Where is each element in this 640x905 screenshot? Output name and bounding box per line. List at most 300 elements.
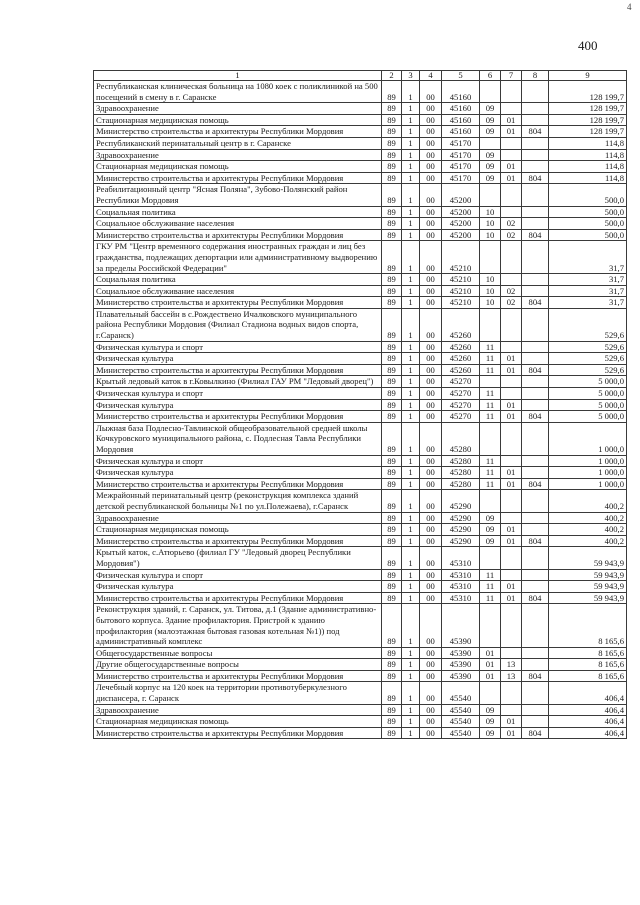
cell-target-code: 45310 [442,547,480,569]
cell-code-3: 00 [420,308,442,341]
cell-code-3: 00 [420,455,442,467]
cell-code-1: 89 [382,137,402,149]
table-header-row [94,71,627,81]
cell-code-2: 1 [402,727,420,739]
cell-code-3: 00 [420,172,442,184]
cell-code-1: 89 [382,81,402,103]
cell-code-2: 1 [402,137,420,149]
cell-amount: 406,4 [549,716,627,728]
cell-section [480,137,501,149]
cell-code-2: 1 [402,241,420,274]
cell-code-1: 89 [382,647,402,659]
cell-ministry-code [522,206,549,218]
cell-amount: 128 199,7 [549,81,627,103]
cell-code-3: 00 [420,274,442,286]
cell-target-code: 45290 [442,512,480,524]
item-name: Министерство строительства и архитектуры Республики Мордовия [94,172,382,184]
cell-ministry-code: 804 [522,126,549,138]
cell-ministry-code [522,308,549,341]
cell-code-1: 89 [382,467,402,479]
cell-ministry-code [522,218,549,230]
cell-target-code: 45210 [442,241,480,274]
cell-code-2: 1 [402,149,420,161]
cell-target-code: 45390 [442,659,480,671]
cell-code-3: 00 [420,581,442,593]
cell-target-code: 45270 [442,411,480,423]
cell-code-3: 00 [420,592,442,604]
cell-section [480,604,501,647]
table-row [94,704,627,716]
cell-section: 09 [480,172,501,184]
cell-subsection [501,103,522,115]
cell-code-3: 00 [420,81,442,103]
cell-code-2: 1 [402,455,420,467]
cell-code-1: 89 [382,490,402,512]
table-row [94,455,627,467]
cell-ministry-code [522,341,549,353]
item-name: Физическая культура и спорт [94,388,382,400]
cell-code-3: 00 [420,184,442,206]
cell-subsection [501,604,522,647]
item-name: Физическая культура [94,399,382,411]
cell-section [480,547,501,569]
cell-ministry-code [522,149,549,161]
cell-amount: 5 000,0 [549,411,627,423]
cell-target-code: 45290 [442,490,480,512]
cell-subsection [501,137,522,149]
cell-ministry-code [522,103,549,115]
cell-code-3: 00 [420,659,442,671]
cell-code-2: 1 [402,581,420,593]
table-row [94,149,627,161]
table-row [94,467,627,479]
item-name: Министерство строительства и архитектуры Республики Мордовия [94,670,382,682]
cell-amount: 8 165,6 [549,659,627,671]
cell-ministry-code: 804 [522,229,549,241]
cell-section: 11 [480,388,501,400]
cell-subsection: 01 [501,727,522,739]
item-name: Министерство строительства и архитектуры Республики Мордовия [94,592,382,604]
cell-target-code: 45160 [442,114,480,126]
cell-section: 11 [480,411,501,423]
table-row [94,604,627,647]
table-row [94,569,627,581]
cell-target-code: 45160 [442,103,480,115]
cell-target-code: 45170 [442,161,480,173]
cell-code-2: 1 [402,467,420,479]
cell-target-code: 45200 [442,229,480,241]
cell-section: 10 [480,206,501,218]
cell-subsection: 01 [501,467,522,479]
item-name: Стационарная медицинская помощь [94,114,382,126]
cell-code-1: 89 [382,241,402,274]
table-row [94,218,627,230]
cell-amount: 31,7 [549,241,627,274]
cell-code-2: 1 [402,647,420,659]
cell-target-code: 45290 [442,524,480,536]
cell-ministry-code [522,81,549,103]
item-name: Министерство строительства и архитектуры Республики Мордовия [94,297,382,309]
table-row [94,592,627,604]
cell-ministry-code [522,581,549,593]
item-name: Социальное обслуживание населения [94,285,382,297]
cell-code-1: 89 [382,161,402,173]
cell-amount: 500,0 [549,229,627,241]
cell-code-3: 00 [420,704,442,716]
cell-ministry-code [522,455,549,467]
cell-subsection: 01 [501,172,522,184]
cell-code-2: 1 [402,364,420,376]
cell-code-1: 89 [382,172,402,184]
cell-subsection: 01 [501,592,522,604]
cell-target-code: 45540 [442,727,480,739]
cell-code-3: 00 [420,682,442,704]
item-name: Физическая культура и спорт [94,341,382,353]
cell-amount: 128 199,7 [549,126,627,138]
item-name: Министерство строительства и архитектуры Республики Мордовия [94,727,382,739]
cell-target-code: 45170 [442,149,480,161]
cell-ministry-code [522,569,549,581]
cell-section: 09 [480,161,501,173]
cell-code-3: 00 [420,161,442,173]
cell-target-code: 45200 [442,218,480,230]
cell-amount: 400,2 [549,524,627,536]
item-name: Реконструкция зданий, г. Саранск, ул. Титова, д.1 (Здание административно-бытового корпуса. Здание профилактория. Пристрой к зданию профилактория (малоэтажная бытовая газовая котельная №1)) под административный комплекс [94,604,382,647]
cell-amount: 500,0 [549,206,627,218]
cell-ministry-code [522,547,549,569]
cell-amount: 406,4 [549,682,627,704]
cell-subsection: 01 [501,399,522,411]
cell-ministry-code [522,604,549,647]
cell-ministry-code [522,274,549,286]
table-row [94,422,627,455]
cell-subsection [501,241,522,274]
cell-target-code: 45270 [442,376,480,388]
cell-amount: 400,2 [549,490,627,512]
cell-code-3: 00 [420,411,442,423]
table-row [94,103,627,115]
cell-code-3: 00 [420,103,442,115]
cell-amount: 31,7 [549,297,627,309]
cell-code-3: 00 [420,206,442,218]
item-name: Физическая культура и спорт [94,455,382,467]
cell-code-2: 1 [402,535,420,547]
cell-code-3: 00 [420,297,442,309]
table-row [94,547,627,569]
cell-subsection: 01 [501,535,522,547]
cell-section [480,241,501,274]
item-name: Здравоохранение [94,149,382,161]
cell-code-1: 89 [382,308,402,341]
cell-code-2: 1 [402,376,420,388]
cell-target-code: 45200 [442,206,480,218]
cell-code-3: 00 [420,149,442,161]
column-header: 5 [442,71,480,81]
item-name: Министерство строительства и архитектуры Республики Мордовия [94,229,382,241]
cell-code-2: 1 [402,184,420,206]
cell-target-code: 45310 [442,569,480,581]
table-row [94,206,627,218]
cell-code-3: 00 [420,137,442,149]
cell-target-code: 45280 [442,455,480,467]
cell-section [480,682,501,704]
cell-ministry-code [522,512,549,524]
cell-code-3: 00 [420,490,442,512]
cell-ministry-code [522,659,549,671]
cell-code-3: 00 [420,604,442,647]
cell-subsection: 01 [501,581,522,593]
cell-amount: 31,7 [549,274,627,286]
cell-code-2: 1 [402,297,420,309]
table-row [94,274,627,286]
cell-section [480,490,501,512]
cell-subsection: 01 [501,411,522,423]
cell-amount: 114,8 [549,137,627,149]
table-row [94,137,627,149]
cell-amount: 1 000,0 [549,422,627,455]
cell-code-2: 1 [402,490,420,512]
page-number: 400 [578,38,598,53]
cell-code-2: 1 [402,161,420,173]
cell-target-code: 45210 [442,274,480,286]
cell-code-2: 1 [402,308,420,341]
cell-section: 01 [480,647,501,659]
cell-section [480,308,501,341]
cell-section [480,422,501,455]
cell-code-2: 1 [402,285,420,297]
item-name: Республиканский перинатальный центр в г. Саранске [94,137,382,149]
cell-section: 09 [480,114,501,126]
cell-code-3: 00 [420,535,442,547]
cell-target-code: 45290 [442,535,480,547]
cell-subsection: 02 [501,229,522,241]
table-row [94,535,627,547]
cell-code-2: 1 [402,399,420,411]
cell-section: 09 [480,126,501,138]
cell-ministry-code: 804 [522,411,549,423]
item-name: Физическая культура [94,353,382,365]
item-name: Лыжная база Подлесно-Тавлинской общеобразовательной средней школы Кочкуровского муниципального района, с. Подлесная Тавла Республики Мордовия [94,422,382,455]
cell-subsection [501,547,522,569]
table-row [94,411,627,423]
table-row [94,114,627,126]
table-row [94,229,627,241]
cell-code-2: 1 [402,172,420,184]
cell-code-1: 89 [382,285,402,297]
cell-target-code: 45260 [442,308,480,341]
cell-ministry-code [522,682,549,704]
cell-code-2: 1 [402,716,420,728]
cell-amount: 5 000,0 [549,399,627,411]
item-name: Физическая культура [94,581,382,593]
cell-section: 09 [480,149,501,161]
item-name: Здравоохранение [94,103,382,115]
cell-code-2: 1 [402,206,420,218]
cell-code-1: 89 [382,512,402,524]
table-row [94,581,627,593]
cell-amount: 114,8 [549,161,627,173]
cell-section [480,184,501,206]
cell-amount: 5 000,0 [549,376,627,388]
cell-section [480,81,501,103]
cell-subsection: 01 [501,478,522,490]
cell-section: 09 [480,704,501,716]
cell-code-3: 00 [420,388,442,400]
table-row [94,376,627,388]
cell-ministry-code [522,137,549,149]
cell-target-code: 45160 [442,81,480,103]
cell-section: 11 [480,399,501,411]
cell-section: 01 [480,659,501,671]
cell-ministry-code: 804 [522,172,549,184]
table-row [94,659,627,671]
cell-target-code: 45210 [442,285,480,297]
cell-section: 09 [480,716,501,728]
cell-code-2: 1 [402,81,420,103]
cell-section: 11 [480,364,501,376]
item-name: Министерство строительства и архитектуры Республики Мордовия [94,126,382,138]
item-name: Общегосударственные вопросы [94,647,382,659]
cell-code-3: 00 [420,647,442,659]
cell-code-1: 89 [382,569,402,581]
cell-code-1: 89 [382,399,402,411]
cell-code-3: 00 [420,364,442,376]
cell-subsection [501,184,522,206]
table-row [94,184,627,206]
cell-code-1: 89 [382,297,402,309]
cell-code-3: 00 [420,467,442,479]
cell-subsection [501,647,522,659]
cell-amount: 406,4 [549,727,627,739]
cell-section: 10 [480,297,501,309]
cell-amount: 8 165,6 [549,647,627,659]
cell-code-1: 89 [382,682,402,704]
cell-code-2: 1 [402,114,420,126]
cell-ministry-code: 804 [522,592,549,604]
cell-subsection [501,341,522,353]
column-header: 7 [501,71,522,81]
cell-code-2: 1 [402,274,420,286]
cell-amount: 529,6 [549,308,627,341]
cell-amount: 8 165,6 [549,604,627,647]
cell-ministry-code: 804 [522,727,549,739]
cell-amount: 500,0 [549,184,627,206]
cell-code-3: 00 [420,727,442,739]
column-header: 1 [94,71,382,81]
table-row [94,285,627,297]
cell-subsection [501,206,522,218]
cell-target-code: 45310 [442,581,480,593]
cell-code-3: 00 [420,229,442,241]
item-name: Крытый каток, с.Атюрьево (филиал ГУ "Ледовый дворец Республики Мордовия") [94,547,382,569]
cell-subsection [501,704,522,716]
cell-target-code: 45540 [442,716,480,728]
cell-ministry-code [522,422,549,455]
cell-section: 10 [480,218,501,230]
cell-code-1: 89 [382,604,402,647]
item-name: Физическая культура и спорт [94,569,382,581]
cell-section: 10 [480,274,501,286]
cell-target-code: 45200 [442,184,480,206]
cell-code-1: 89 [382,184,402,206]
cell-section: 09 [480,512,501,524]
item-name: Лечебный корпус на 120 коек на территории противотуберкулезного диспансера, г. Саранск [94,682,382,704]
cell-code-1: 89 [382,103,402,115]
cell-code-3: 00 [420,241,442,274]
cell-ministry-code [522,490,549,512]
cell-subsection [501,274,522,286]
table-row [94,161,627,173]
cell-code-1: 89 [382,353,402,365]
cell-code-1: 89 [382,592,402,604]
cell-subsection [501,81,522,103]
cell-ministry-code [522,353,549,365]
cell-ministry-code [522,399,549,411]
budget-table [93,70,627,739]
cell-target-code: 45390 [442,670,480,682]
cell-code-2: 1 [402,670,420,682]
cell-code-2: 1 [402,512,420,524]
cell-amount: 529,6 [549,353,627,365]
cell-section: 11 [480,592,501,604]
cell-target-code: 45210 [442,297,480,309]
cell-code-2: 1 [402,604,420,647]
cell-code-1: 89 [382,411,402,423]
cell-code-3: 00 [420,569,442,581]
cell-code-2: 1 [402,422,420,455]
cell-section: 09 [480,103,501,115]
cell-code-3: 00 [420,512,442,524]
table-row [94,512,627,524]
cell-section: 01 [480,670,501,682]
cell-section: 11 [480,478,501,490]
item-name: Здравоохранение [94,512,382,524]
cell-code-3: 00 [420,399,442,411]
table-row [94,353,627,365]
item-name: Физическая культура [94,467,382,479]
cell-code-2: 1 [402,341,420,353]
cell-ministry-code [522,184,549,206]
cell-code-3: 00 [420,422,442,455]
cell-code-2: 1 [402,388,420,400]
column-header: 3 [402,71,420,81]
cell-target-code: 45280 [442,422,480,455]
cell-amount: 31,7 [549,285,627,297]
cell-ministry-code [522,716,549,728]
cell-code-1: 89 [382,114,402,126]
cell-ministry-code: 804 [522,478,549,490]
cell-ministry-code: 804 [522,670,549,682]
cell-code-3: 00 [420,524,442,536]
item-name: Республиканская клиническая больница на 1080 коек с поликлиникой на 500 посещений в смену в г. Саранске [94,81,382,103]
cell-subsection [501,422,522,455]
cell-subsection: 01 [501,716,522,728]
cell-amount: 1 000,0 [549,478,627,490]
cell-code-1: 89 [382,149,402,161]
table-row [94,682,627,704]
cell-amount: 114,8 [549,172,627,184]
item-name: Межрайонный перинатальный центр (реконструкция комплекса зданий детской республиканской больницы №1 по ул.Полежаева), г.Саранск [94,490,382,512]
cell-subsection: 02 [501,285,522,297]
cell-code-3: 00 [420,547,442,569]
table-row [94,172,627,184]
cell-section: 11 [480,581,501,593]
cell-code-1: 89 [382,659,402,671]
item-name: Министерство строительства и архитектуры Республики Мордовия [94,478,382,490]
cell-code-2: 1 [402,478,420,490]
cell-section: 11 [480,353,501,365]
cell-code-3: 00 [420,285,442,297]
